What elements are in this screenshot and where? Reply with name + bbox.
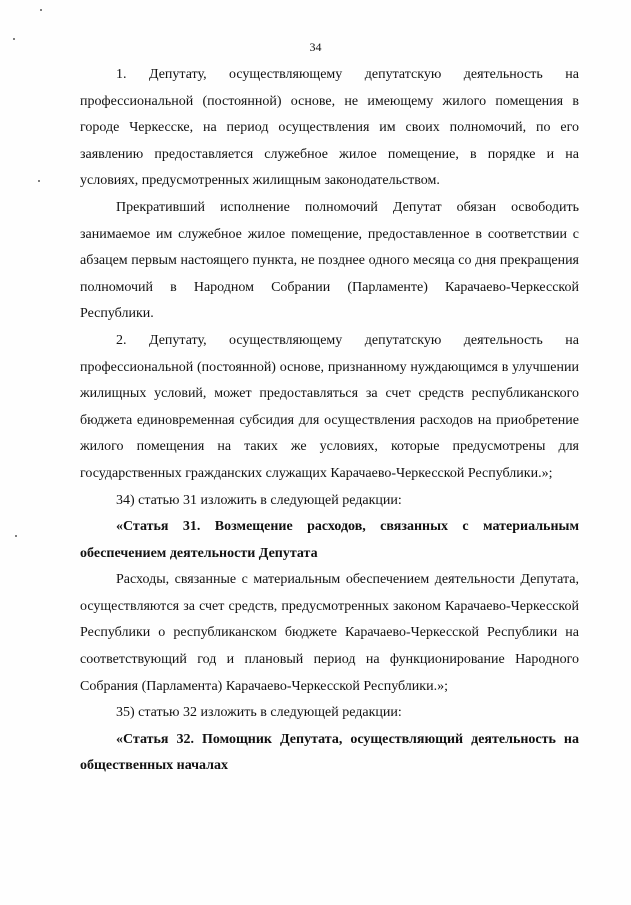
paragraph-item-2-subsidy: 2. Депутату, осуществляющему депутатскую деятельность на профессиональной (постоянной) основе, признанному нуждающимся в улучшении жилищных условий, может предоставляться за счет средств республиканского бюджета единовременная субсидия для осуществления расходов на приобретение жилого помещения на таких же условиях, которые предусмотрены для государственных гражданских служащих Карачаево-Черкесской Республики.»; bbox=[80, 332, 579, 481]
article-31-heading: «Статья 31. Возмещение расходов, связанных с материальным обеспечением деятельности Депутата bbox=[80, 519, 579, 561]
scan-speck bbox=[38, 180, 40, 182]
article-32-heading: «Статья 32. Помощник Депутата, осуществляющий деятельность на общественных началах bbox=[80, 731, 579, 774]
page-number: 34 bbox=[309, 40, 322, 54]
document-body bbox=[80, 62, 579, 780]
scan-speck bbox=[15, 535, 17, 537]
paragraph-vacate-housing: Прекративший исполнение полномочий Депутат обязан освободить занимаемое им служебное жилое помещение, предоставленное в соответствии с абзацем первым настоящего пункта, не позднее одного месяца со дня прекращения полномочий в Народном Собрании (Парламенте) Карачаево-Черкесской Республики. bbox=[80, 199, 579, 322]
scan-speck bbox=[40, 9, 42, 11]
paragraph-item-1-housing: 1. Депутату, осуществляющему депутатскую деятельность на профессиональной (постоянной) основе, не имеющему жилого помещения в городе Черкесске, на период осуществления им своих полномочий, по его заявлению предоставляется служебное жилое помещение, в порядке и на условиях, предусмотренных жилищным законодательством. bbox=[80, 67, 579, 189]
paragraph-article-31-text: Расходы, связанные с материальным обеспечением деятельности Депутата, осуществляются за счет средств, предусмотренных законом Карачаево-Черкесской Республики о республиканском бюджете Карачаево-Черкесской Республики на соответствующий год и плановый период на функционирование Народного Собрания (Парламента) Карачаево-Черкесской Республики.»; bbox=[80, 572, 579, 694]
paragraph-amendment-34: 34) статью 31 изложить в следующей редакции: bbox=[116, 492, 402, 508]
scan-speck bbox=[13, 38, 15, 40]
paragraph-amendment-35: 35) статью 32 изложить в следующей редакции: bbox=[116, 705, 402, 721]
